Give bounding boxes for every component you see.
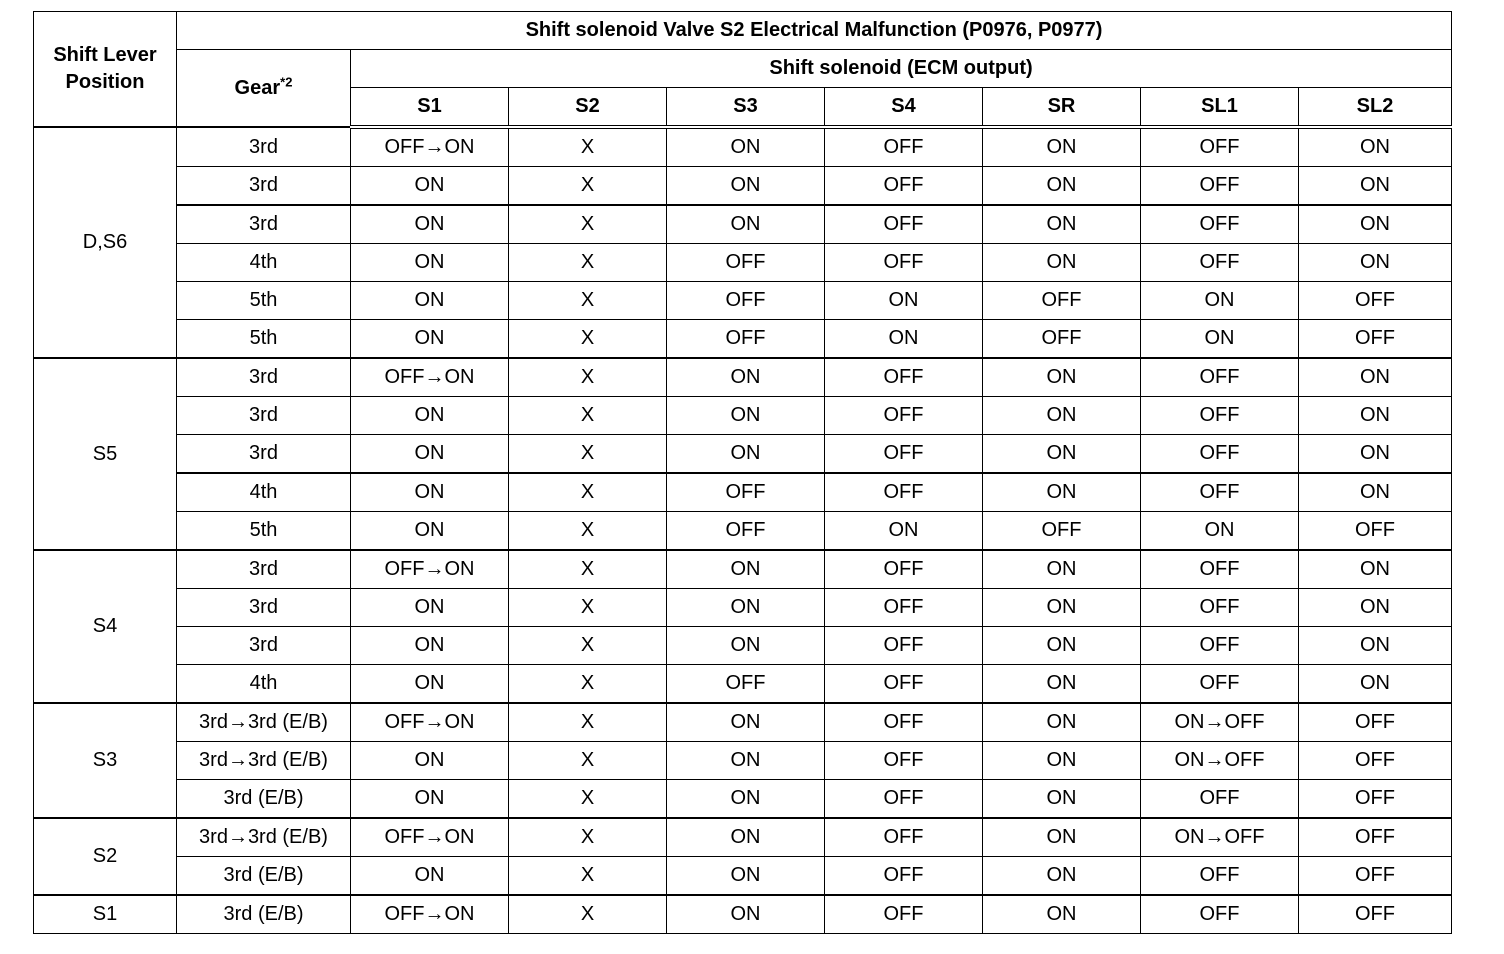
shift-lever-position-cell: D,S6 [34, 127, 177, 358]
solenoid-state-cell-s3: ON [667, 397, 825, 435]
solenoid-header-sl1: SL1 [1141, 88, 1299, 128]
solenoid-state-cell-s1: ON [351, 780, 509, 819]
solenoid-state-cell-s3: OFF [667, 282, 825, 320]
solenoid-state-cell-sr: ON [983, 205, 1141, 244]
solenoid-state-cell-s4: OFF [825, 665, 983, 704]
solenoid-state-cell-s4: OFF [825, 435, 983, 474]
solenoid-state-cell-s1: ON [351, 320, 509, 359]
solenoid-state-cell-s4: OFF [825, 127, 983, 167]
gear-cell: 3rd [177, 127, 351, 167]
solenoid-state-cell-sl2: ON [1299, 397, 1452, 435]
solenoid-state-cell-s4: OFF [825, 818, 983, 857]
shift-lever-position-cell: S2 [34, 818, 177, 895]
table-title: Shift solenoid Valve S2 Electrical Malfunction (P0976, P0977) [177, 12, 1452, 50]
solenoid-state-cell-s1: ON [351, 512, 509, 551]
solenoid-state-cell-sl1: OFF [1141, 857, 1299, 896]
table-row [34, 818, 1452, 857]
gear-cell: 3rd [177, 397, 351, 435]
gear-cell: 4th [177, 244, 351, 282]
solenoid-state-cell-sl1: OFF [1141, 127, 1299, 167]
table-row [34, 397, 1452, 435]
solenoid-state-cell-sr: ON [983, 244, 1141, 282]
solenoid-state-cell-s2: X [509, 703, 667, 742]
solenoid-state-cell-s4: OFF [825, 857, 983, 896]
solenoid-state-cell-s4: OFF [825, 358, 983, 397]
solenoid-state-cell-s2: X [509, 473, 667, 512]
solenoid-state-cell-sr: ON [983, 665, 1141, 704]
solenoid-state-cell-sl2: ON [1299, 473, 1452, 512]
solenoid-state-cell-s1: ON [351, 742, 509, 780]
gear-cell: 3rd [177, 550, 351, 589]
solenoid-state-cell-s1: OFF→ON [351, 895, 509, 934]
solenoid-state-cell-sl1: OFF [1141, 589, 1299, 627]
solenoid-state-cell-s2: X [509, 589, 667, 627]
solenoid-state-cell-s2: X [509, 127, 667, 167]
solenoid-header-s3: S3 [667, 88, 825, 128]
solenoid-state-cell-s2: X [509, 895, 667, 934]
solenoid-state-cell-s3: ON [667, 895, 825, 934]
shift-lever-position-cell: S4 [34, 550, 177, 703]
solenoid-state-cell-s2: X [509, 282, 667, 320]
solenoid-state-cell-sl1: OFF [1141, 895, 1299, 934]
solenoid-state-cell-s4: OFF [825, 397, 983, 435]
solenoid-state-cell-s3: OFF [667, 320, 825, 359]
solenoid-state-cell-sl2: ON [1299, 665, 1452, 704]
solenoid-state-cell-s1: ON [351, 589, 509, 627]
gear-cell: 3rd [177, 167, 351, 206]
gear-cell: 5th [177, 320, 351, 359]
solenoid-state-cell-sl2: OFF [1299, 780, 1452, 819]
gear-footnote: *2 [280, 73, 293, 89]
solenoid-state-cell-sr: ON [983, 167, 1141, 206]
solenoid-state-cell-s4: ON [825, 512, 983, 551]
solenoid-state-cell-s1: ON [351, 244, 509, 282]
shift-lever-header: Shift Lever Position [34, 12, 177, 128]
table-row [34, 627, 1452, 665]
solenoid-state-cell-s1: ON [351, 473, 509, 512]
solenoid-state-cell-sl2: OFF [1299, 857, 1452, 896]
solenoid-state-cell-s2: X [509, 397, 667, 435]
solenoid-state-cell-sl1: ON→OFF [1141, 818, 1299, 857]
solenoid-state-cell-s4: OFF [825, 703, 983, 742]
solenoid-state-cell-sl2: OFF [1299, 512, 1452, 551]
solenoid-state-cell-sr: ON [983, 127, 1141, 167]
solenoid-state-cell-sl1: OFF [1141, 358, 1299, 397]
solenoid-state-cell-s3: OFF [667, 512, 825, 551]
gear-cell: 3rd (E/B) [177, 780, 351, 819]
table-row [34, 320, 1452, 359]
solenoid-state-cell-sl1: OFF [1141, 473, 1299, 512]
shift-lever-position-cell: S3 [34, 703, 177, 818]
solenoid-state-cell-s1: OFF→ON [351, 358, 509, 397]
solenoid-state-cell-sr: ON [983, 473, 1141, 512]
solenoid-state-cell-s1: OFF→ON [351, 550, 509, 589]
gear-cell: 3rd→3rd (E/B) [177, 742, 351, 780]
gear-cell: 5th [177, 512, 351, 551]
solenoid-state-cell-sl1: OFF [1141, 167, 1299, 206]
solenoid-state-cell-s2: X [509, 818, 667, 857]
gear-cell: 3rd→3rd (E/B) [177, 818, 351, 857]
solenoid-state-cell-sr: ON [983, 895, 1141, 934]
solenoid-state-cell-sl1: OFF [1141, 665, 1299, 704]
table-row [34, 857, 1452, 896]
solenoid-state-cell-s3: ON [667, 857, 825, 896]
solenoid-state-cell-s4: OFF [825, 244, 983, 282]
solenoid-state-cell-sr: ON [983, 589, 1141, 627]
solenoid-state-cell-s4: OFF [825, 167, 983, 206]
solenoid-state-cell-sr: ON [983, 780, 1141, 819]
solenoid-state-cell-s4: OFF [825, 780, 983, 819]
gear-cell: 3rd (E/B) [177, 895, 351, 934]
solenoid-state-cell-s3: ON [667, 435, 825, 474]
solenoid-state-cell-s3: ON [667, 589, 825, 627]
solenoid-state-cell-s2: X [509, 665, 667, 704]
solenoid-state-cell-s4: OFF [825, 627, 983, 665]
solenoid-state-cell-sr: OFF [983, 320, 1141, 359]
solenoid-state-cell-s3: OFF [667, 665, 825, 704]
gear-cell: 3rd [177, 435, 351, 474]
solenoid-state-cell-s3: ON [667, 358, 825, 397]
table-row [34, 127, 1452, 167]
solenoid-state-cell-sr: ON [983, 435, 1141, 474]
solenoid-state-cell-s4: OFF [825, 473, 983, 512]
solenoid-state-cell-s1: ON [351, 665, 509, 704]
solenoid-state-cell-s2: X [509, 742, 667, 780]
solenoid-state-cell-s1: ON [351, 167, 509, 206]
table-row [34, 780, 1452, 819]
solenoid-state-cell-s4: OFF [825, 205, 983, 244]
solenoid-state-cell-sl1: OFF [1141, 244, 1299, 282]
solenoid-state-cell-s2: X [509, 780, 667, 819]
solenoid-state-cell-s4: OFF [825, 895, 983, 934]
solenoid-state-cell-sl2: OFF [1299, 703, 1452, 742]
solenoid-state-cell-sr: OFF [983, 282, 1141, 320]
solenoid-state-cell-s2: X [509, 627, 667, 665]
solenoid-header-s4: S4 [825, 88, 983, 128]
table-row [34, 895, 1452, 934]
table-row [34, 550, 1452, 589]
solenoid-state-cell-s3: ON [667, 550, 825, 589]
solenoid-state-cell-sl1: OFF [1141, 205, 1299, 244]
solenoid-state-cell-sl2: OFF [1299, 320, 1452, 359]
solenoid-state-cell-sl1: OFF [1141, 397, 1299, 435]
solenoid-state-cell-s1: OFF→ON [351, 703, 509, 742]
gear-cell: 3rd→3rd (E/B) [177, 703, 351, 742]
solenoid-header-sl2: SL2 [1299, 88, 1452, 128]
solenoid-state-cell-s3: ON [667, 127, 825, 167]
solenoid-state-cell-sl2: ON [1299, 205, 1452, 244]
solenoid-header-s2: S2 [509, 88, 667, 128]
solenoid-state-cell-sl2: ON [1299, 627, 1452, 665]
table-row [34, 244, 1452, 282]
table-row [34, 358, 1452, 397]
solenoid-state-cell-s1: ON [351, 857, 509, 896]
solenoid-state-cell-sr: ON [983, 857, 1141, 896]
solenoid-state-cell-sr: ON [983, 397, 1141, 435]
solenoid-state-cell-sl2: ON [1299, 435, 1452, 474]
table-header [34, 12, 1452, 128]
solenoid-state-cell-s2: X [509, 244, 667, 282]
solenoid-state-cell-sl1: OFF [1141, 550, 1299, 589]
table-row [34, 742, 1452, 780]
solenoid-state-cell-s3: ON [667, 167, 825, 206]
solenoid-state-cell-s2: X [509, 320, 667, 359]
solenoid-state-cell-s2: X [509, 857, 667, 896]
solenoid-state-cell-sl1: OFF [1141, 627, 1299, 665]
solenoid-state-cell-s1: ON [351, 397, 509, 435]
solenoid-state-cell-sl2: ON [1299, 550, 1452, 589]
solenoid-subheader: Shift solenoid (ECM output) [351, 50, 1452, 88]
table-row [34, 703, 1452, 742]
solenoid-state-cell-s3: ON [667, 818, 825, 857]
table-row [34, 282, 1452, 320]
solenoid-state-cell-s3: ON [667, 703, 825, 742]
gear-header: Gear$^{*2}$ [177, 50, 351, 128]
solenoid-state-cell-sl2: ON [1299, 244, 1452, 282]
table-row [34, 665, 1452, 704]
solenoid-state-cell-sl1: ON [1141, 282, 1299, 320]
table-row [34, 512, 1452, 551]
solenoid-state-cell-sl1: ON [1141, 320, 1299, 359]
gear-cell: 3rd [177, 205, 351, 244]
solenoid-state-cell-sr: OFF [983, 512, 1141, 551]
table-row [34, 205, 1452, 244]
solenoid-state-cell-s3: OFF [667, 473, 825, 512]
shift-lever-position-cell: S1 [34, 895, 177, 934]
solenoid-state-cell-sl2: ON [1299, 589, 1452, 627]
gear-cell: 3rd [177, 358, 351, 397]
solenoid-state-cell-s4: OFF [825, 550, 983, 589]
solenoid-state-cell-s2: X [509, 205, 667, 244]
shift-lever-position-cell: S5 [34, 358, 177, 550]
solenoid-state-cell-sl1: OFF [1141, 780, 1299, 819]
solenoid-state-cell-s2: X [509, 435, 667, 474]
solenoid-state-cell-s4: ON [825, 282, 983, 320]
solenoid-state-cell-sl1: OFF [1141, 435, 1299, 474]
solenoid-state-cell-s1: OFF→ON [351, 818, 509, 857]
table-row [34, 435, 1452, 474]
solenoid-state-cell-s2: X [509, 167, 667, 206]
gear-cell: 3rd [177, 627, 351, 665]
table-row [34, 167, 1452, 206]
gear-cell: 4th [177, 473, 351, 512]
solenoid-state-cell-s1: ON [351, 627, 509, 665]
solenoid-state-cell-s1: OFF→ON [351, 127, 509, 167]
solenoid-state-cell-sr: ON [983, 550, 1141, 589]
solenoid-state-cell-sr: ON [983, 742, 1141, 780]
gear-cell: 3rd [177, 589, 351, 627]
solenoid-state-cell-s2: X [509, 512, 667, 551]
solenoid-state-cell-s4: OFF [825, 589, 983, 627]
solenoid-header-s1: S1 [351, 88, 509, 128]
solenoid-state-cell-sl2: OFF [1299, 895, 1452, 934]
solenoid-state-cell-sl1: ON→OFF [1141, 742, 1299, 780]
solenoid-state-cell-sl2: ON [1299, 358, 1452, 397]
solenoid-state-cell-s3: OFF [667, 244, 825, 282]
solenoid-state-cell-s3: ON [667, 627, 825, 665]
solenoid-state-cell-s3: ON [667, 742, 825, 780]
solenoid-state-cell-s3: ON [667, 205, 825, 244]
solenoid-state-cell-sl2: OFF [1299, 742, 1452, 780]
solenoid-state-cell-sr: ON [983, 358, 1141, 397]
solenoid-state-cell-sr: ON [983, 818, 1141, 857]
solenoid-state-cell-s4: ON [825, 320, 983, 359]
solenoid-state-cell-s1: ON [351, 205, 509, 244]
solenoid-state-cell-sr: ON [983, 703, 1141, 742]
solenoid-state-cell-s2: X [509, 550, 667, 589]
solenoid-state-cell-s1: ON [351, 282, 509, 320]
solenoid-state-cell-sl1: ON→OFF [1141, 703, 1299, 742]
gear-cell: 3rd (E/B) [177, 857, 351, 896]
gear-cell: 4th [177, 665, 351, 704]
solenoid-state-cell-sl2: ON [1299, 127, 1452, 167]
solenoid-state-cell-s3: ON [667, 780, 825, 819]
table-row [34, 473, 1452, 512]
solenoid-state-cell-sl2: ON [1299, 167, 1452, 206]
gear-cell: 5th [177, 282, 351, 320]
table-row [34, 589, 1452, 627]
solenoid-header-sr: SR [983, 88, 1141, 128]
solenoid-state-cell-sl2: OFF [1299, 282, 1452, 320]
table-body [34, 127, 1452, 934]
solenoid-state-cell-s4: OFF [825, 742, 983, 780]
solenoid-table [33, 11, 1452, 934]
solenoid-state-cell-sr: ON [983, 627, 1141, 665]
solenoid-state-cell-s1: ON [351, 435, 509, 474]
solenoid-state-cell-s2: X [509, 358, 667, 397]
solenoid-state-cell-sl2: OFF [1299, 818, 1452, 857]
solenoid-state-cell-sl1: ON [1141, 512, 1299, 551]
